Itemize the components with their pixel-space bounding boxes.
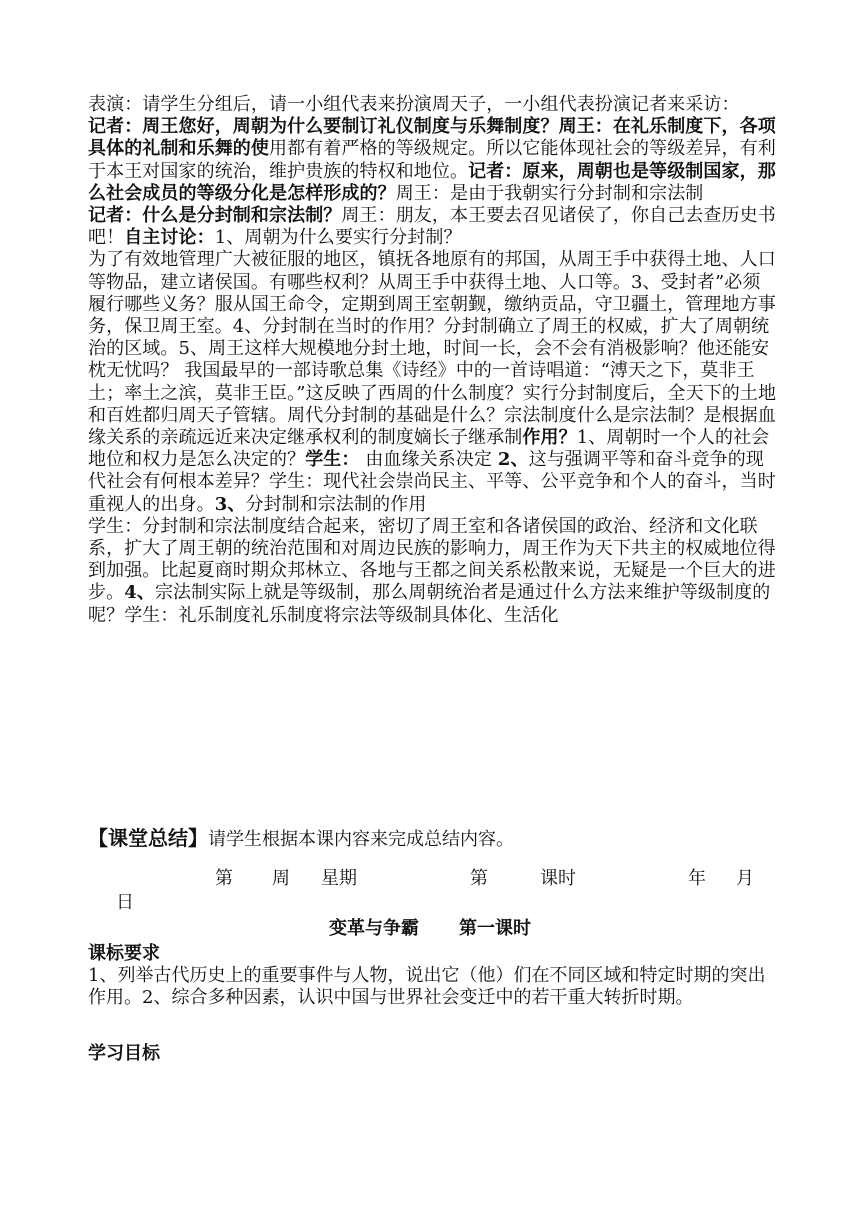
king-answer-1: 用都有着严格的等级规定。所以它能体现社会的等级差异，有利于本王对国家的统治，维护贵族的特权和地位。 — [88, 138, 776, 182]
class-summary — [88, 826, 514, 852]
reporter-question-1: 记者：周王您好，周朝为什么要制订礼仪制度与乐舞制度？周王：在礼乐制度下，各项具体的礼制和乐舞的使 — [88, 116, 776, 160]
paragraph-discussion — [88, 249, 778, 515]
weekday-label: 星期 — [321, 868, 357, 889]
paragraph-performance — [88, 94, 778, 116]
student-answer-text-2: 宗法制实际上就是等级制，那么周朝统治者是通过什么方法来维护等级制度的呢？学生：礼乐制度礼乐制度将宗法等级制具体化、生活化 — [88, 582, 771, 626]
discussion-text-5: 分封制和宗法制的作用 — [245, 493, 427, 515]
item-number-4: 4、 — [124, 582, 155, 604]
king-answer-2: 周王：是由于我朝实行分封制和宗法制 — [395, 182, 704, 204]
main-content — [88, 94, 778, 627]
summary-text: 请学生根据本课内容来完成总结内容。 — [208, 829, 514, 850]
paragraph-interview-1 — [88, 116, 778, 205]
reporter-question-3: 记者：什么是分封制和宗法制？ — [88, 205, 342, 227]
discussion-question-1: 1、周朝为什么要实行分封制？ — [214, 227, 462, 249]
day-label: 日 — [116, 892, 134, 913]
summary-title: 【课堂总结】 — [88, 826, 208, 850]
learning-objectives — [88, 1043, 778, 1065]
month-label: 月 — [736, 868, 754, 889]
standards-heading: 课标要求 — [88, 943, 160, 964]
curriculum-standards — [88, 943, 778, 1009]
discussion-label: 自主讨论： — [124, 227, 215, 249]
paragraph-student-answer — [88, 516, 778, 627]
item-number-2: 2、 — [497, 449, 529, 471]
lesson-period: 第一课时 — [459, 918, 531, 939]
discussion-text-1: 为了有效地管理广大被征服的地区，镇抚各地原有的邦国，从周王手中获得土地、人口等物品，建立诸侯国。有哪些权利？从周王手中获得土地、人口等。3、受封者”必须履行哪些义务？服从国王命令，定期到周王室朝觐，缴纳贡品，守卫疆土，管理地方事务，保卫周王室。4、分封制在当时的作用？分封制确立了周王的权威，扩大了周朝统治的区域。5、周王这样大规模地分封土地，时间一长，会不会有消极影响？他还能安枕无忧吗？ 我国最早的一部诗歌总集《诗经》中的一首诗唱道：“溥天之下，莫非王土；率土之滨，莫非王臣。”这反映了西周的什么制度？实行分封制度后，全天下的土地和百姓都归周天子管辖。周代分封制的基础是什么？宗法制度什么是宗法制？是根据血缘关系的亲疏远近来决定继承权利的制度嫡长子继承制 — [88, 249, 777, 449]
king-answer-3: 周王：朋友，本王要去召见诸侯了，你自己去查历史书吧！ — [88, 205, 776, 249]
standards-text: 1、列举古代历史上的重要事件与人物，说出它（他）们在不同区域和特定时期的突出作用。2、综合多种因素，认识中国与世界社会变迁中的若干重大转折时期。 — [88, 965, 766, 1008]
week-label: 周 — [272, 868, 290, 889]
discussion-text-3: 由血缘关系决定 — [359, 449, 498, 471]
period-prefix: 第 — [470, 868, 488, 889]
objectives-heading: 学习目标 — [88, 1043, 160, 1064]
week-prefix: 第 — [215, 868, 233, 889]
lesson-name: 变革与争霸 — [329, 918, 419, 939]
student-label: 学生： — [305, 449, 360, 471]
discussion-text-4: 这与强调平等和奋斗竞争的现代社会有何根本差异？学生：现代社会崇尚民主、平等、公平竞争和个人的奋斗，当时重视人的出身。 — [88, 449, 776, 515]
schedule-line — [88, 868, 778, 916]
discussion-text-2: 1、周朝时一个人的社会地位和权力是怎么决定的？ — [88, 427, 770, 471]
student-answer-text: 学生：分封制和宗法制度结合起来，密切了周王室和各诸侯国的政治、经济和文化联系，扩大了周王朝的统治范围和对周边民族的影响力，周王作为天下共主的权威地位得到加强。比起夏商时期众邦林立、各地与王都之间关系松散来说，无疑是一个巨大的进步。 — [88, 515, 776, 604]
reporter-question-2: 记者：原来，周朝也是等级制国家，那么社会成员的等级分化是怎样形成的？ — [88, 160, 776, 204]
paragraph-interview-2 — [88, 205, 778, 249]
period-label: 课时 — [540, 868, 576, 889]
lesson-title — [0, 918, 860, 940]
text-performance: 表演：请学生分组后，请一小组代表来扮演周天子，一小组代表扮演记者来采访： — [88, 94, 740, 115]
item-number-3: 3、 — [214, 493, 246, 515]
year-label: 年 — [688, 868, 706, 889]
function-label: 作用？ — [522, 427, 577, 449]
